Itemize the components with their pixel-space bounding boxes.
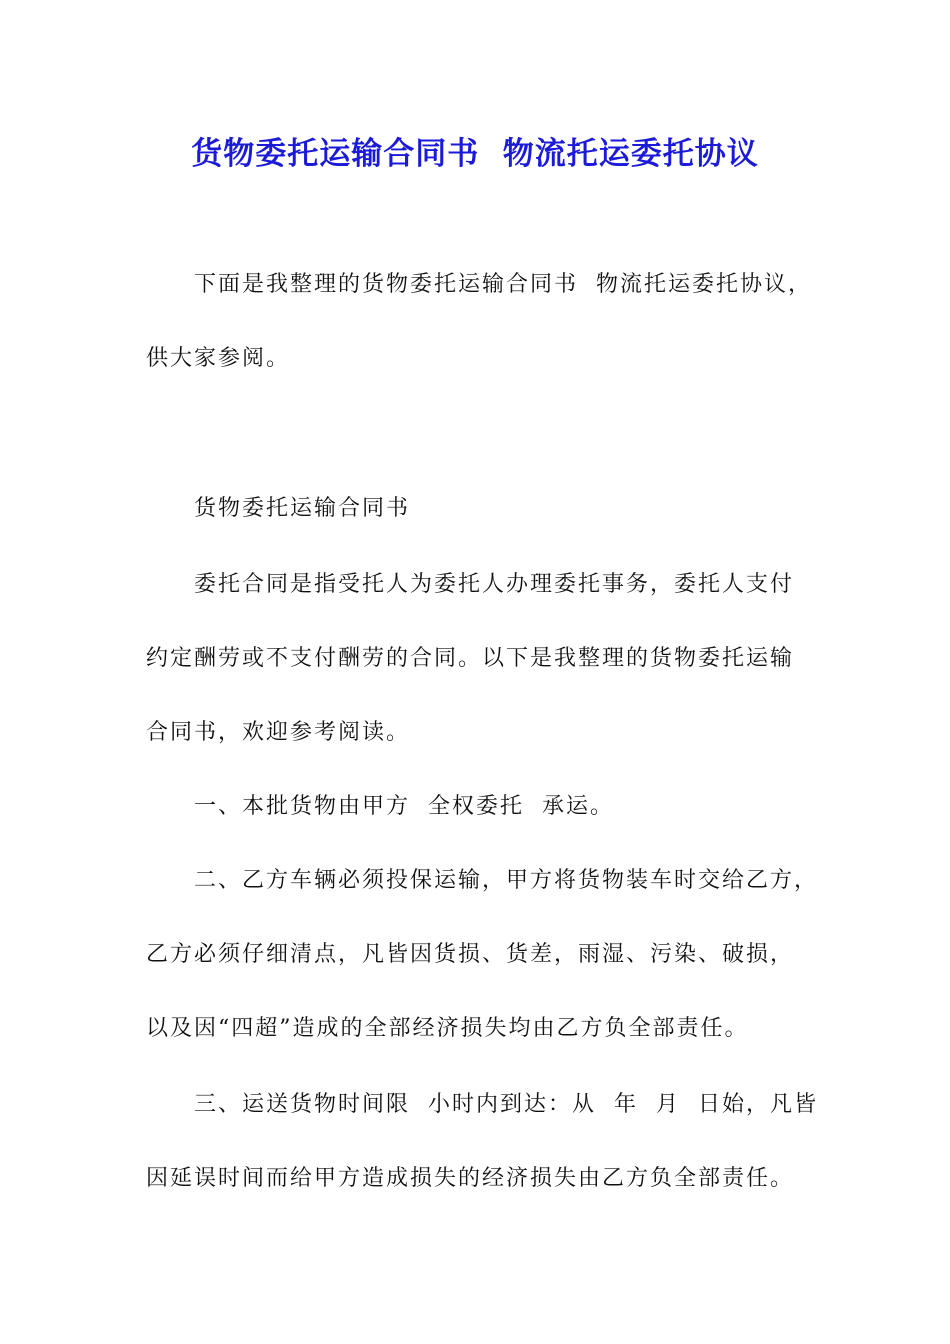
paragraph-line: 合同书，欢迎参考阅读。 — [146, 720, 411, 745]
clause-2-line-2: 乙方必须仔细清点，凡皆因货损、货差，雨湿、污染、破损， — [146, 942, 795, 967]
document-title: 货物委托运输合同书 物流托运委托协议 — [191, 136, 759, 172]
clause-2-line-3: 以及因“四超”造成的全部经济损失均由乙方负全部责任。 — [146, 1016, 749, 1041]
paragraph-line: 约定酬劳或不支付酬劳的合同。以下是我整理的货物委托运输 — [146, 646, 795, 671]
section-heading: 货物委托运输合同书 — [194, 496, 411, 521]
paragraph-line: 委托合同是指受托人为委托人办理委托事务，委托人支付 — [194, 572, 795, 597]
clause-3-line-1: 三、运送货物时间限 小时内到达：从 年 月 日始，凡皆 — [194, 1092, 818, 1117]
intro-line-2: 供大家参阅。 — [146, 346, 291, 371]
intro-line-1: 下面是我整理的货物委托运输合同书 物流托运委托协议， — [194, 272, 812, 297]
clause-3-line-2: 因延误时间而给甲方造成损失的经济损失由乙方负全部责任。 — [146, 1166, 795, 1191]
clause-2-line-1: 二、乙方车辆必须投保运输，甲方将货物装车时交给乙方， — [194, 868, 819, 893]
clause-1: 一、本批货物由甲方 全权委托 承运。 — [194, 794, 614, 819]
